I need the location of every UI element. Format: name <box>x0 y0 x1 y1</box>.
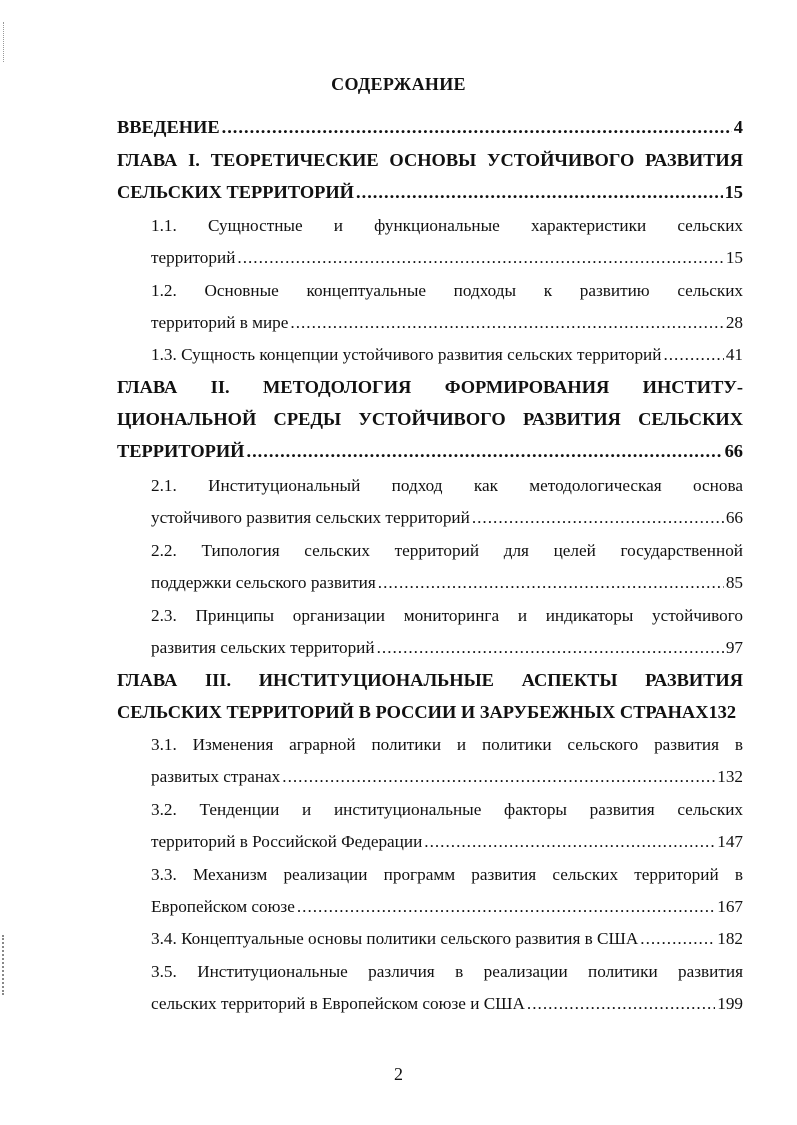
toc-page-number: 97 <box>725 638 743 657</box>
toc-section-3-2-line1[interactable]: 3.2. Тенденции и институциональные факторы развития сельских <box>151 800 743 819</box>
dot-leader <box>290 313 723 333</box>
toc-page-number: 182 <box>717 929 743 948</box>
toc-page-number: 132 <box>717 767 743 786</box>
toc-section-1-1-line1[interactable]: 1.1. Сущностные и функциональные характеристики сельских <box>151 216 743 235</box>
toc-entry-title: 1.3. Сущность концепции устойчивого развития сельских территорий <box>151 345 662 364</box>
dot-leader <box>297 897 715 917</box>
toc-section-3-3-line2[interactable] <box>151 897 743 923</box>
dot-leader <box>377 638 724 658</box>
dot-leader <box>663 345 723 365</box>
toc-section-2-2-line2[interactable] <box>151 573 743 599</box>
toc-page-number: 199 <box>717 994 743 1013</box>
toc-section-2-3-line2[interactable] <box>151 638 743 664</box>
toc-entry-title: СЕЛЬСКИХ ТЕРРИТОРИЙ В РОССИИ И ЗАРУБЕЖНЫХ СТРАНАХ <box>117 702 709 722</box>
dot-leader <box>222 117 732 138</box>
toc-page-number: 167 <box>717 897 743 916</box>
toc-chapter-2-line2[interactable]: ЦИОНАЛЬНОЙ СРЕДЫ УСТОЙЧИВОГО РАЗВИТИЯ СЕЛЬСКИХ <box>117 409 743 429</box>
toc-section-3-2-line2[interactable] <box>151 832 743 858</box>
dot-leader <box>472 508 724 528</box>
toc-entry-introduction[interactable] <box>117 117 743 143</box>
toc-section-2-1-line2[interactable] <box>151 508 743 534</box>
toc-section-3-5-line1[interactable]: 3.5. Институциональные различия в реализации политики развития <box>151 962 743 981</box>
toc-chapter-2-line3[interactable] <box>117 441 743 467</box>
toc-entry-title: ВВЕДЕНИЕ <box>117 117 220 137</box>
page-title: СОДЕРЖАНИЕ <box>331 74 466 94</box>
toc-entry-title: ТЕРРИТОРИЙ <box>117 441 245 461</box>
toc-entry-title: поддержки сельского развития <box>151 573 376 592</box>
toc-section-3-1-line1[interactable]: 3.1. Изменения аграрной политики и политики сельского развития в <box>151 735 743 754</box>
dot-leader <box>378 573 724 593</box>
toc-section-2-1-line1[interactable]: 2.1. Институциональный подход как методологическая основа <box>151 476 743 495</box>
toc-entry-title: 3.4. Концептуальные основы политики сельского развития в США <box>151 929 639 948</box>
toc-chapter-2-line1[interactable]: ГЛАВА II. МЕТОДОЛОГИЯ ФОРМИРОВАНИЯ ИНСТИТУ- <box>117 377 743 397</box>
toc-chapter-3-line2[interactable] <box>117 702 743 728</box>
dot-leader <box>356 182 723 203</box>
dot-leader <box>424 832 715 852</box>
toc-section-1-2-line1[interactable]: 1.2. Основные концептуальные подходы к развитию сельских <box>151 281 743 300</box>
dot-leader <box>237 248 723 268</box>
scan-artifact <box>2 935 9 995</box>
toc-entry-title: развития сельских территорий <box>151 638 375 657</box>
toc-section-3-5-line2[interactable] <box>151 994 743 1020</box>
toc-page-number: 15 <box>724 182 743 202</box>
toc-section-3-4[interactable] <box>151 929 743 955</box>
toc-page-number: 41 <box>725 345 743 364</box>
toc-page-number: 66 <box>725 508 743 527</box>
toc-entry-title: развитых странах <box>151 767 281 786</box>
toc-entry-title: территорий в мире <box>151 313 289 332</box>
toc-entry-title: территорий <box>151 248 236 267</box>
toc-section-1-3[interactable] <box>151 345 743 371</box>
toc-page-number: 66 <box>724 441 743 461</box>
toc-page-number: 28 <box>725 313 743 332</box>
toc-chapter-1-line1[interactable]: ГЛАВА I. ТЕОРЕТИЧЕСКИЕ ОСНОВЫ УСТОЙЧИВОГО РАЗВИТИЯ <box>117 150 743 170</box>
toc-section-1-2-line2[interactable] <box>151 313 743 339</box>
toc-section-1-1-line2[interactable] <box>151 248 743 274</box>
dot-leader <box>282 767 715 787</box>
toc-chapter-1-line2[interactable] <box>117 182 743 208</box>
toc-page-number: 85 <box>725 573 743 592</box>
toc-entry-title: устойчивого развития сельских территорий <box>151 508 470 527</box>
toc-section-3-3-line1[interactable]: 3.3. Механизм реализации программ развития сельских территорий в <box>151 865 743 884</box>
toc-chapter-3-line1[interactable]: ГЛАВА III. ИНСТИТУЦИОНАЛЬНЫЕ АСПЕКТЫ РАЗВИТИЯ <box>117 670 743 690</box>
toc-section-3-1-line2[interactable] <box>151 767 743 793</box>
dot-leader <box>640 929 715 949</box>
toc-entry-title: сельских территорий в Европейском союзе и США <box>151 994 525 1013</box>
toc-section-2-3-line1[interactable]: 2.3. Принципы организации мониторинга и индикаторы устойчивого <box>151 606 743 625</box>
toc-page-number: 132 <box>708 702 737 722</box>
toc-entry-title: территорий в Российской Федерации <box>151 832 423 851</box>
toc-page-number: 147 <box>717 832 743 851</box>
toc-page-number: 4 <box>733 117 743 137</box>
toc-entry-title: СЕЛЬСКИХ ТЕРРИТОРИЙ <box>117 182 354 202</box>
toc-section-2-2-line1[interactable]: 2.2. Типология сельских территорий для целей государственной <box>151 541 743 560</box>
scan-artifact <box>3 22 10 62</box>
toc-entry-title: Европейском союзе <box>151 897 295 916</box>
toc-page-number: 15 <box>725 248 743 267</box>
page-number: 2 <box>394 1064 403 1084</box>
dot-leader <box>246 441 722 462</box>
dot-leader <box>527 994 715 1014</box>
